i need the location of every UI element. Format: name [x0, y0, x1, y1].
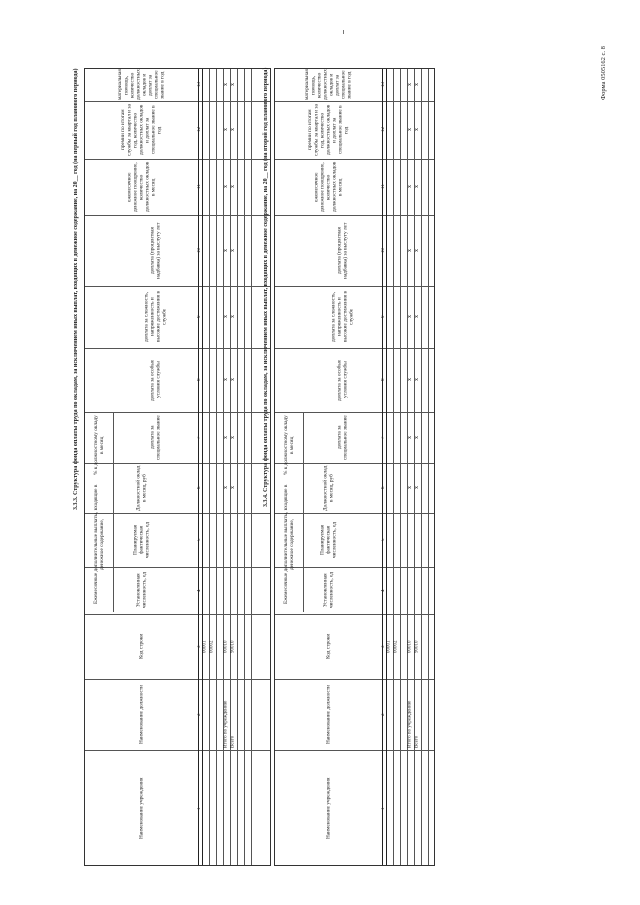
row-divider	[421, 69, 422, 865]
not-applicable-mark: x	[223, 378, 230, 382]
special-conditions-header: доплата за особые условия службы	[336, 359, 349, 401]
group-unit: % к должностному окладу в месяц	[92, 415, 105, 475]
not-applicable-mark: x	[223, 249, 230, 252]
row-divider	[400, 69, 401, 865]
not-applicable-mark: x	[414, 436, 421, 439]
total-institution-label: Итого по учреждению	[223, 700, 229, 748]
column-divider	[85, 159, 270, 160]
line-code-cell: 00001	[386, 640, 392, 653]
column-number: 7	[381, 436, 387, 439]
row-divider	[251, 69, 252, 865]
not-applicable-mark: x	[407, 436, 414, 439]
table-caption: 3.3.4. Структура фонда оплаты труда по окладам, за исключением иных выплат, входящих в денежное содержание, на 20__ год (на второй год планового периода)	[263, 68, 269, 508]
column-number: 10	[381, 248, 387, 253]
group-title: Ежемесячные дополнительные выплаты, входящие в денежное содержание,	[92, 484, 105, 604]
position-name-header: Наименование должности	[325, 684, 332, 745]
complexity-bonus-header: доплата за сложность, напряженность и высокие достижения в службе	[143, 291, 168, 343]
not-applicable-mark: x	[230, 249, 237, 252]
not-applicable-mark: x	[230, 436, 237, 439]
row-divider	[428, 69, 429, 865]
column-number: 4	[197, 589, 203, 592]
column-number: 5	[381, 538, 387, 542]
not-applicable-mark: x	[230, 486, 237, 490]
grand-total-label: Всего	[414, 735, 420, 748]
group-unit: % к должностному окладу в месяц	[282, 415, 295, 475]
line-code-cell: 00010	[223, 640, 229, 653]
monthly-salary-header: Должностной оклад в месяц, руб	[135, 465, 148, 511]
not-applicable-mark: x	[230, 378, 237, 382]
column-number: 11	[197, 184, 203, 190]
column-number: 10	[197, 248, 203, 253]
column-divider	[85, 101, 270, 102]
column-number: 9	[381, 315, 387, 319]
not-applicable-mark: x	[407, 185, 414, 189]
special-rank-header: доплата за специальное звание	[336, 415, 349, 460]
column-divider	[85, 679, 270, 680]
row-divider	[209, 69, 210, 865]
column-number: 12	[381, 127, 387, 133]
material-aid-header: материальная помощь, количество должностных окладов и доплат за специальное звание в год	[304, 69, 353, 101]
special-rank-header: доплата за специальное звание	[149, 415, 162, 460]
line-code-cell: 00010	[407, 640, 413, 653]
not-applicable-mark: x	[407, 83, 414, 87]
not-applicable-mark: x	[230, 83, 237, 87]
column-divider	[85, 750, 270, 751]
planned-staff-header: Планируемая фактическая численность, ед	[132, 522, 151, 558]
not-applicable-mark: x	[230, 315, 237, 319]
monthly-salary-header: Должностной оклад в месяц, руб	[322, 465, 335, 511]
column-divider	[85, 348, 270, 349]
column-number: 8	[197, 378, 203, 382]
column-number: 11	[381, 184, 387, 190]
column-number: 13	[381, 82, 387, 88]
established-staff-header: Установленная численность, ед	[322, 572, 335, 609]
not-applicable-mark: x	[230, 128, 237, 132]
column-number: 1	[381, 807, 387, 810]
not-applicable-mark: x	[407, 128, 414, 132]
not-applicable-mark: x	[414, 128, 421, 132]
column-number: 5	[197, 538, 203, 542]
column-number: 3	[197, 645, 203, 648]
position-name-header: Наименование должности	[138, 684, 145, 745]
column-number: 3	[381, 645, 387, 648]
monthly-incentive-header: ежемесячное денежное поощрение, количество должностных окладов в месяц	[313, 161, 344, 213]
not-applicable-mark: x	[407, 315, 414, 319]
line-code-cell: 00002	[209, 640, 215, 653]
salary-structure-table	[274, 68, 435, 866]
not-applicable-mark: x	[223, 486, 230, 490]
not-applicable-mark: x	[230, 185, 237, 189]
column-number: 6	[197, 486, 203, 490]
not-applicable-mark: x	[407, 378, 414, 382]
line-code-header: Код строки	[138, 633, 145, 660]
row-divider	[393, 69, 394, 865]
grand-total-label: Всего	[230, 735, 236, 748]
monthly-incentive-header: ежемесячное денежное поощрение, количество должностных окладов в месяц	[126, 161, 157, 213]
column-number: 13	[197, 82, 203, 88]
table-caption: 3.3.3. Структура фонда оплаты труда по окладам, за исключением иных выплат, входящих в денежное содержание, на 20__ год (на первый год планового периода)	[73, 68, 79, 510]
column-number: 2	[197, 713, 203, 716]
complexity-bonus-header: доплата за сложность, напряженность и высокие достижения в службе	[330, 291, 355, 343]
material-aid-header: материальная помощь, количество должностных окладов и доплат за специальное звание в год	[117, 69, 166, 101]
column-number: 8	[381, 378, 387, 382]
column-number: 9	[197, 315, 203, 319]
column-divider	[85, 215, 270, 216]
column-number: 1	[197, 807, 203, 810]
salary-structure-table	[84, 68, 271, 866]
column-number: 2	[381, 713, 387, 716]
not-applicable-mark: x	[414, 486, 421, 490]
row-divider	[216, 69, 217, 865]
column-divider	[275, 750, 434, 751]
quarterly-bonus-header: премии по итогам службы за квартал и за год, количество должностных окладов и доплат за специальное звание в год	[120, 104, 163, 156]
column-number: 6	[381, 486, 387, 490]
scan-mark	[343, 30, 344, 34]
column-number: 4	[381, 589, 387, 592]
line-code-cell: 90010	[230, 640, 236, 653]
row-divider	[244, 69, 245, 865]
seniority-bonus-header: доплата (процентная надбавка) за выслугу лет	[149, 222, 162, 279]
not-applicable-mark: x	[414, 185, 421, 189]
total-institution-label: Итого по учреждению	[407, 700, 413, 748]
line-code-cell: 00002	[393, 640, 399, 653]
column-divider	[85, 286, 270, 287]
not-applicable-mark: x	[414, 378, 421, 382]
planned-staff-header: Планируемая фактическая численность, ед	[319, 522, 338, 558]
not-applicable-mark: x	[407, 486, 414, 490]
quarterly-bonus-header: премии по итогам службы за квартал и за год, количество должностных окладов и доплат за специальное звание в год	[307, 104, 350, 156]
not-applicable-mark: x	[414, 315, 421, 319]
form-number: Форма 0505162 с. 8	[600, 46, 607, 100]
column-number: 7	[197, 436, 203, 439]
not-applicable-mark: x	[223, 185, 230, 189]
line-code-cell: 90010	[414, 640, 420, 653]
column-divider	[275, 679, 434, 680]
column-divider	[85, 614, 270, 615]
not-applicable-mark: x	[223, 83, 230, 87]
not-applicable-mark: x	[223, 315, 230, 319]
not-applicable-mark: x	[223, 436, 230, 439]
line-code-header: Код строки	[325, 633, 332, 660]
line-code-cell: 00001	[202, 640, 208, 653]
institution-name-header: Наименование учреждения	[138, 777, 145, 840]
established-staff-header: Установленная численность, ед	[135, 572, 148, 609]
not-applicable-mark: x	[414, 249, 421, 252]
institution-name-header: Наименование учреждения	[325, 777, 332, 840]
not-applicable-mark: x	[414, 83, 421, 87]
not-applicable-mark: x	[223, 128, 230, 132]
seniority-bonus-header: доплата (процентная надбавка) за выслугу лет	[336, 222, 349, 279]
column-number: 12	[197, 127, 203, 133]
not-applicable-mark: x	[407, 249, 414, 252]
row-divider	[237, 69, 238, 865]
group-title: Ежемесячные дополнительные выплаты, входящие в денежное содержание,	[282, 484, 295, 604]
special-conditions-header: доплата за особые условия службы	[149, 359, 162, 401]
